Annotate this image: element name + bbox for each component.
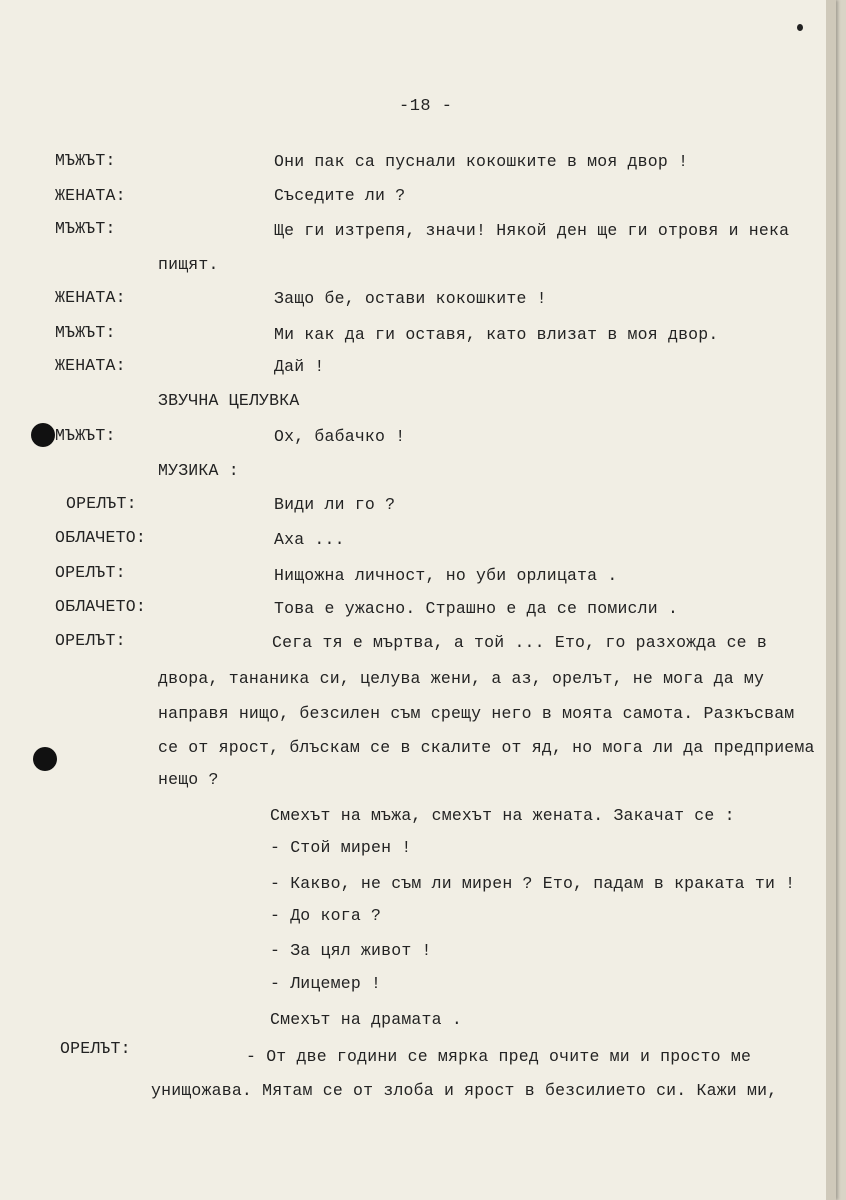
speaker-label: ЖЕНАТА:: [55, 186, 126, 205]
dialogue-line: - Какво, не съм ли мирен ? Ето, падам в краката ти !: [270, 874, 796, 893]
page-edge: [826, 0, 836, 1200]
speaker-label: МЪЖЪТ:: [55, 219, 116, 238]
binder-hole: [31, 423, 55, 447]
dialogue-line: - Лицемер !: [270, 974, 382, 993]
speaker-label: ОРЕЛЪТ:: [66, 494, 137, 513]
dialogue-line: - Стой мирен !: [270, 838, 412, 857]
speaker-label: МЪЖЪТ:: [55, 151, 116, 170]
dialogue-line: - До кога ?: [270, 906, 382, 925]
dialogue-line: Защо бе, остави кокошките !: [274, 289, 547, 308]
ink-speck: [797, 24, 803, 31]
dialogue-line: пищят.: [158, 255, 219, 274]
dialogue-line: Ми как да ги оставя, като влизат в моя двор.: [274, 325, 719, 344]
dialogue-line: Съседите ли ?: [274, 186, 406, 205]
speaker-label: ОРЕЛЪТ:: [55, 631, 126, 650]
dialogue-line: двора, тананика си, целува жени, а аз, орелът, не мога да му: [158, 669, 765, 688]
dialogue-line: унищожава. Мятам се от злоба и ярост в безсилието си. Кажи ми,: [151, 1081, 778, 1100]
dialogue-line: Они пак са пуснали кокошките в моя двор !: [274, 152, 689, 171]
speaker-label: МЪЖЪТ:: [55, 323, 116, 342]
dialogue-line: се от ярост, блъскам се в скалите от яд, но мога ли да предприема: [158, 738, 815, 757]
speaker-label: ЖЕНАТА:: [55, 356, 126, 375]
page-number: -18 -: [399, 97, 453, 116]
dialogue-line: - За цял живот !: [270, 941, 432, 960]
speaker-label: ОРЕЛЪТ:: [55, 563, 126, 582]
stage-direction: МУЗИКА :: [158, 461, 239, 480]
speaker-label: ОРЕЛЪТ:: [60, 1039, 131, 1058]
dialogue-line: Ще ги изтрепя, значи! Някой ден ще ги отровя и нека: [274, 221, 790, 240]
dialogue-line: Ох, бабачко !: [274, 427, 406, 446]
dialogue-line: Сега тя е мъртва, а той ... Ето, го разхожда се в: [272, 633, 767, 652]
stage-direction: Смехът на мъжа, смехът на жената. Закачат се :: [270, 806, 735, 825]
speaker-label: ЖЕНАТА:: [55, 288, 126, 307]
speaker-label: ОБЛАЧЕТО:: [55, 528, 146, 547]
binder-hole: [33, 747, 57, 771]
dialogue-line: Това е ужасно. Страшно е да се помисли .: [274, 599, 679, 618]
dialogue-line: Аха ...: [274, 530, 345, 549]
speaker-label: ОБЛАЧЕТО:: [55, 597, 146, 616]
dialogue-line: Дай !: [274, 357, 325, 376]
dialogue-line: направя нищо, безсилен съм срещу него в моята самота. Разкъсвам: [158, 704, 795, 723]
speaker-label: МЪЖЪТ:: [55, 426, 116, 445]
dialogue-line: - От две години се мярка пред очите ми и просто ме: [246, 1047, 752, 1066]
stage-direction: Смехът на драмата .: [270, 1010, 462, 1029]
dialogue-line: нещо ?: [158, 770, 219, 789]
stage-direction: ЗВУЧНА ЦЕЛУВКА: [158, 391, 300, 410]
dialogue-line: Види ли го ?: [274, 495, 396, 514]
dialogue-line: Нищожна личност, но уби орлицата .: [274, 566, 618, 585]
